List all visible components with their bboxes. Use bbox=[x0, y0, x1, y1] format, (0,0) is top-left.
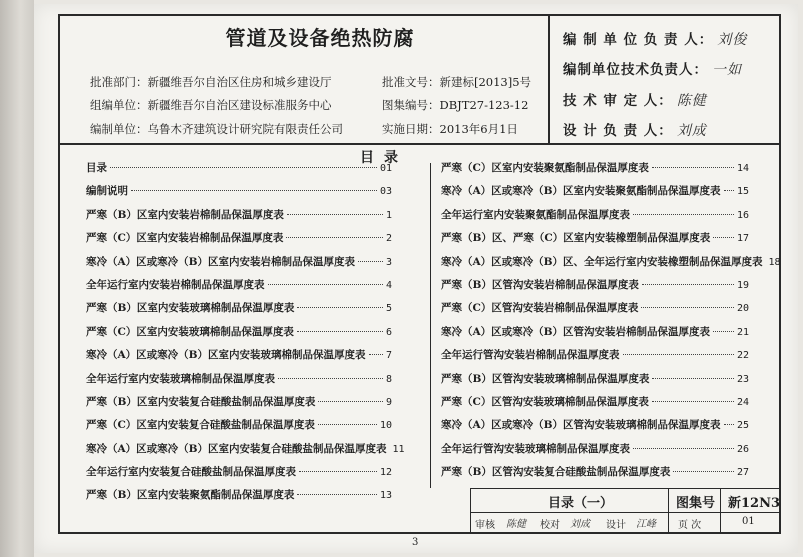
toc-entry-title: 严寒（C）区室内安装玻璃棉制品保温厚度表 bbox=[86, 325, 294, 338]
approval-no: 批准文号：新建标[2013]5号 bbox=[382, 75, 532, 89]
toc-entry[interactable] bbox=[441, 300, 749, 323]
toc-leader-dots bbox=[110, 167, 377, 168]
binding-edge bbox=[0, 0, 34, 557]
toc-entry[interactable] bbox=[441, 230, 749, 253]
toc-entry-title: 寒冷（A）区或寒冷（B）区、全年运行室内安装橡塑制品保温厚度表 bbox=[441, 255, 763, 268]
toc-entry[interactable] bbox=[441, 207, 749, 230]
toc-entry[interactable] bbox=[86, 277, 392, 300]
toc-entry-title: 严寒（B）区管沟安装岩棉制品保温厚度表 bbox=[441, 278, 639, 291]
toc-leader-dots bbox=[297, 331, 383, 332]
check-label: 校对 bbox=[540, 520, 560, 531]
toc-leader-dots bbox=[358, 261, 383, 262]
toc-entry-page: 8 bbox=[385, 373, 392, 385]
toc-entry-title: 严寒（C）区室内安装聚氨酯制品保温厚度表 bbox=[441, 162, 649, 174]
toc-leader-dots bbox=[131, 190, 377, 191]
toc-entry-title: 严寒（B）区管沟安装玻璃棉制品保温厚度表 bbox=[441, 372, 650, 385]
toc-entry-page: 12 bbox=[379, 467, 392, 479]
toc-entry-title: 严寒（B）区室内安装聚氨酯制品保温厚度表 bbox=[86, 489, 295, 502]
toc-leader-dots bbox=[713, 331, 734, 332]
organizing-unit: 组编单位：新疆维吾尔自治区建设标准服务中心 bbox=[90, 98, 332, 112]
toc-entry[interactable] bbox=[86, 230, 392, 253]
title-block-mid bbox=[470, 512, 781, 513]
toc-entry-page: 9 bbox=[385, 396, 392, 408]
toc-leader-dots bbox=[642, 284, 734, 285]
toc-entry-title: 严寒（B）区室内安装复合硅酸盐制品保温厚度表 bbox=[86, 395, 316, 408]
toc-entry-page: 18 bbox=[768, 256, 781, 268]
toc-entry[interactable] bbox=[441, 324, 749, 347]
review-signature: 陈健 bbox=[506, 519, 526, 530]
toc-entry-title: 寒冷（A）区或寒冷（B）区室内安装聚氨酯制品保温厚度表 bbox=[441, 185, 721, 198]
signature-compiler-head: 编 制 单 位 负 责 人： 刘俊 bbox=[563, 32, 748, 48]
toc-leader-dots bbox=[652, 167, 734, 168]
toc-entry-page: 14 bbox=[736, 163, 749, 174]
toc-entry[interactable] bbox=[86, 487, 392, 510]
toc-entry-title: 严寒（B）区室内安装玻璃棉制品保温厚度表 bbox=[86, 302, 295, 315]
toc-leader-dots bbox=[652, 378, 734, 379]
signature-tech-head: 编制单位技术负责人： 一如 bbox=[563, 62, 742, 78]
toc-entry-page: 01 bbox=[379, 163, 392, 174]
toc-entry[interactable] bbox=[441, 371, 749, 394]
toc-entry[interactable] bbox=[86, 207, 392, 230]
effective-date: 实施日期：2013年6月1日 bbox=[382, 122, 518, 136]
title-block-div2 bbox=[720, 488, 721, 534]
toc-entry[interactable] bbox=[441, 347, 749, 370]
toc-entry-title: 目录 bbox=[86, 162, 107, 174]
toc-entry[interactable] bbox=[441, 441, 749, 464]
toc-column-divider bbox=[430, 163, 431, 488]
toc-entry-title: 严寒（C）区管沟安装玻璃棉制品保温厚度表 bbox=[441, 395, 649, 408]
atlas-number-block: 新12N3 bbox=[728, 496, 781, 511]
header-bottom-rule bbox=[58, 143, 781, 145]
toc-entry-page: 10 bbox=[379, 420, 392, 432]
toc-leader-dots bbox=[286, 237, 383, 238]
toc-leader-dots bbox=[318, 401, 383, 402]
toc-leader-dots bbox=[287, 214, 383, 215]
document-title: 管道及设备绝热防腐 bbox=[225, 26, 415, 50]
toc-entry-page: 13 bbox=[379, 490, 392, 502]
toc-entry[interactable] bbox=[86, 441, 405, 464]
toc-entry-title: 编制说明 bbox=[86, 185, 128, 198]
toc-leader-dots bbox=[724, 424, 734, 425]
toc-entry-title: 严寒（B）区、严寒（C）区室内安装橡塑制品保温厚度表 bbox=[441, 232, 711, 245]
page-number: 3 bbox=[412, 537, 419, 548]
toc-leader-dots bbox=[724, 190, 734, 191]
toc-leader-dots bbox=[268, 284, 383, 285]
toc-leader-dots bbox=[278, 378, 383, 379]
toc-right-column bbox=[441, 160, 781, 487]
toc-entry-page: 21 bbox=[736, 326, 749, 338]
signature-reviewer: 技 术 审 定 人： 陈健 bbox=[563, 93, 707, 109]
atlas-label: 图集号 bbox=[676, 496, 716, 511]
toc-entry-title: 严寒（C）区室内安装岩棉制品保温厚度表 bbox=[86, 232, 284, 245]
toc-entry-page: 11 bbox=[392, 443, 405, 455]
toc-entry[interactable] bbox=[441, 160, 749, 183]
toc-entry-page: 17 bbox=[736, 233, 749, 245]
toc-entry-title: 寒冷（A）区或寒冷（B）区室内安装复合硅酸盐制品保温厚度表 bbox=[86, 442, 387, 455]
toc-entry-page: 03 bbox=[379, 186, 392, 198]
toc-leader-dots bbox=[297, 307, 383, 308]
toc-leader-dots bbox=[713, 237, 734, 238]
design-signature: 江峰 bbox=[636, 519, 656, 530]
approval-dept: 批准部门：新疆维吾尔自治区住房和城乡建设厅 bbox=[90, 75, 332, 89]
toc-leader-dots bbox=[633, 448, 734, 449]
toc-entry[interactable] bbox=[86, 324, 392, 347]
toc-entry-title: 全年运行管沟安装玻璃棉制品保温厚度表 bbox=[441, 442, 630, 455]
toc-leader-dots bbox=[673, 471, 734, 472]
title-block-top bbox=[470, 488, 781, 489]
signature-design-head: 设 计 负 责 人： 刘成 bbox=[563, 123, 707, 139]
toc-entry[interactable] bbox=[441, 417, 749, 440]
toc-entry-title: 寒冷（A）区或寒冷（B）区管沟安装玻璃棉制品保温厚度表 bbox=[441, 419, 721, 432]
page-label: 页 次 bbox=[678, 520, 702, 531]
toc-entry-page: 4 bbox=[385, 279, 392, 291]
toc-leader-dots bbox=[318, 424, 377, 425]
toc-entry-title: 严寒（C）区室内安装复合硅酸盐制品保温厚度表 bbox=[86, 419, 315, 432]
page-number-block: 01 bbox=[742, 516, 755, 527]
toc-entry[interactable] bbox=[86, 371, 392, 394]
atlas-number: 图集编号：DBJT27-123-12 bbox=[382, 98, 529, 112]
toc-entry-page: 1 bbox=[385, 209, 392, 221]
toc-entry-page: 6 bbox=[385, 326, 392, 338]
toc-entry-page: 16 bbox=[736, 209, 749, 221]
toc-entry[interactable] bbox=[441, 277, 749, 300]
toc-entry-title: 严寒（B）区室内安装岩棉制品保温厚度表 bbox=[86, 208, 284, 221]
toc-leader-dots bbox=[641, 307, 734, 308]
toc-entry-page: 19 bbox=[736, 279, 749, 291]
toc-entry[interactable] bbox=[86, 394, 392, 417]
header-divider bbox=[548, 14, 550, 144]
toc-entry[interactable] bbox=[441, 464, 749, 487]
toc-entry-title: 寒冷（A）区或寒冷（B）区室内安装岩棉制品保温厚度表 bbox=[86, 255, 356, 268]
toc-entry-title: 全年运行管沟安装岩棉制品保温厚度表 bbox=[441, 349, 620, 362]
toc-entry-page: 22 bbox=[736, 350, 749, 362]
toc-entry-title: 严寒（C）区管沟安装岩棉制品保温厚度表 bbox=[441, 302, 639, 315]
toc-entry[interactable] bbox=[441, 254, 781, 277]
toc-leader-dots bbox=[299, 471, 377, 472]
design-label: 设计 bbox=[606, 520, 626, 531]
toc-entry-title: 全年运行室内安装玻璃棉制品保温厚度表 bbox=[86, 372, 275, 385]
toc-left-column bbox=[86, 160, 405, 511]
toc-entry-title: 全年运行室内安装聚氨酯制品保温厚度表 bbox=[441, 208, 630, 221]
toc-leader-dots bbox=[623, 354, 734, 355]
toc-entry-page: 24 bbox=[736, 396, 749, 408]
toc-entry-page: 25 bbox=[736, 420, 749, 432]
toc-leader-dots bbox=[652, 401, 734, 402]
toc-entry-page: 20 bbox=[736, 303, 749, 315]
toc-heading: 目录 bbox=[360, 150, 408, 166]
compiling-unit: 编制单位：乌鲁木齐建筑设计研究院有限责任公司 bbox=[90, 122, 343, 136]
toc-entry-title: 全年运行室内安装岩棉制品保温厚度表 bbox=[86, 278, 265, 291]
toc-entry[interactable] bbox=[86, 254, 392, 277]
toc-entry[interactable] bbox=[441, 394, 749, 417]
toc-entry[interactable] bbox=[86, 183, 392, 206]
toc-entry-page: 15 bbox=[736, 186, 749, 198]
toc-entry-title: 严寒（B）区管沟安装复合硅酸盐制品保温厚度表 bbox=[441, 466, 671, 479]
toc-entry-title: 寒冷（A）区或寒冷（B）区管沟安装岩棉制品保温厚度表 bbox=[441, 325, 711, 338]
toc-leader-dots bbox=[633, 214, 734, 215]
toc-entry-page: 26 bbox=[736, 443, 749, 455]
toc-entry[interactable] bbox=[86, 417, 392, 440]
toc-entry-page: 7 bbox=[385, 350, 392, 362]
toc-entry[interactable] bbox=[86, 300, 392, 323]
toc-entry-page: 5 bbox=[385, 303, 392, 315]
review-label: 审核 bbox=[475, 520, 495, 531]
toc-entry[interactable] bbox=[86, 464, 392, 487]
toc-entry-page: 3 bbox=[385, 256, 392, 268]
toc-entry[interactable] bbox=[86, 160, 392, 183]
toc-entry-title: 全年运行室内安装复合硅酸盐制品保温厚度表 bbox=[86, 466, 296, 479]
toc-entry-title: 寒冷（A）区或寒冷（B）区室内安装玻璃棉制品保温厚度表 bbox=[86, 349, 366, 362]
toc-entry-page: 2 bbox=[385, 233, 392, 245]
toc-entry[interactable] bbox=[86, 347, 392, 370]
check-signature: 刘成 bbox=[570, 519, 590, 530]
toc-entry-page: 23 bbox=[736, 373, 749, 385]
sheet-name: 目录（一） bbox=[548, 496, 614, 511]
title-block-div1 bbox=[668, 488, 669, 534]
toc-entry[interactable] bbox=[441, 183, 749, 206]
toc-leader-dots bbox=[297, 494, 377, 495]
toc-leader-dots bbox=[369, 354, 383, 355]
title-block-left bbox=[470, 488, 471, 534]
toc-entry-page: 27 bbox=[736, 467, 749, 479]
